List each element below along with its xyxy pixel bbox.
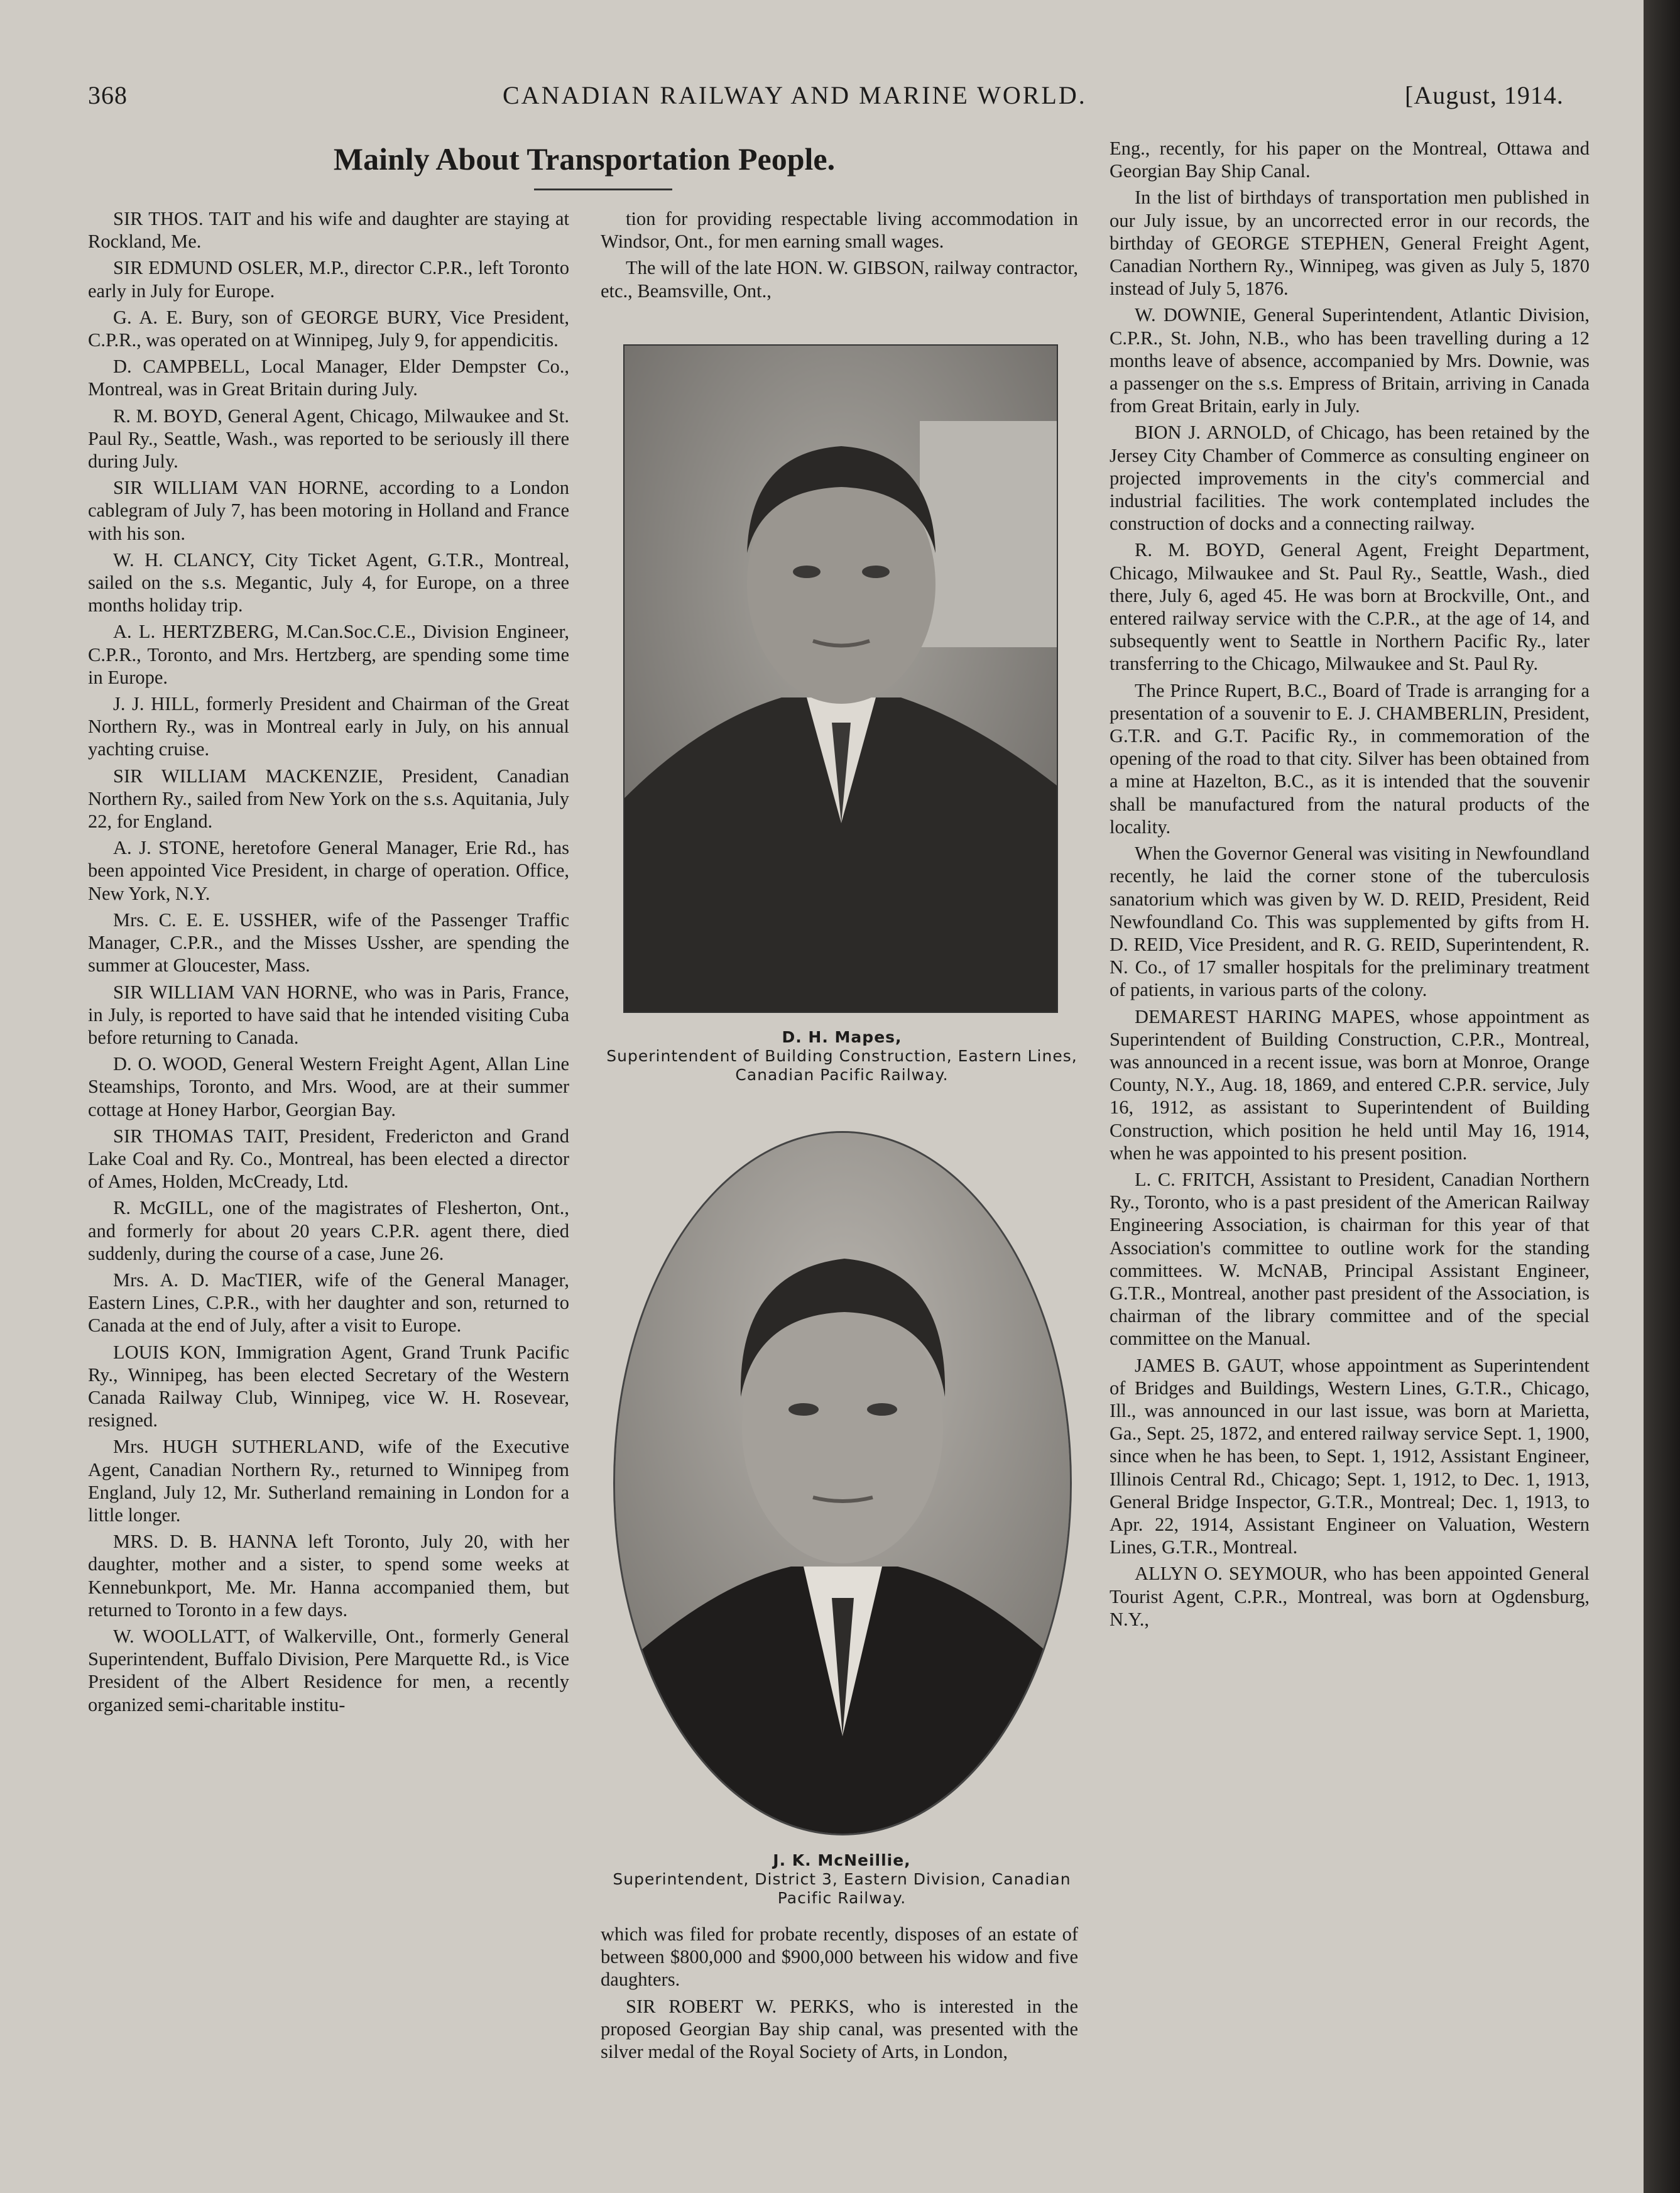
paragraph: Mrs. C. E. E. USSHER, wife of the Passenger Traffic Manager, C.P.R., and the Misses Ussher, are spending the summer at Gloucester, Mass. xyxy=(88,909,569,976)
paragraph: SIR EDMUND OSLER, M.P., director C.P.R., left Toronto early in July for Europe. xyxy=(88,257,569,302)
paragraph: SIR THOMAS TAIT, President, Fredericton and Grand Lake Coal and Ry. Co., Montreal, has been elected a director of Ames, Holden, McCready, Ltd. xyxy=(88,1125,569,1193)
paragraph: In the list of birthdays of transportation men published in our July issue, by an uncorrected error in our records, the birthday of GEORGE STEPHEN, General Freight Agent, Canadian Northern Ry., Winnipeg, was given as July 5, 1870 instead of July 5, 1876. xyxy=(1110,187,1590,300)
title-rule xyxy=(534,189,672,190)
paragraph: L. C. FRITCH, Assistant to President, Canadian Northern Ry., Toronto, who is a past president of the American Railway Engineering Association, is chairman for this year of that Association's committee to outline work for the standing committees. W. McNAB, Principal Assistant Engineer, G.T.R., Montreal, another past president of the Association, is chairman of the library committee and of the special committee on the Manual. xyxy=(1110,1168,1590,1350)
paragraph: SIR WILLIAM VAN HORNE, according to a London cablegram of July 7, has been motoring in Holland and France with his son. xyxy=(88,477,569,544)
paragraph: Mrs. A. D. MacTIER, wife of the General Manager, Eastern Lines, C.P.R., with her daughter and son, returned to Canada at the end of July, after a visit to Europe. xyxy=(88,1269,569,1337)
paragraph: LOUIS KON, Immigration Agent, Grand Trunk Pacific Ry., Winnipeg, has been elected Secretary of the Western Canada Railway Club, Winnipeg, vice W. H. Rosevear, resigned. xyxy=(88,1341,569,1431)
caption-name: D. H. Mapes, xyxy=(782,1028,902,1046)
paragraph: Eng., recently, for his paper on the Montreal, Ottawa and Georgian Bay Ship Canal. xyxy=(1110,138,1590,182)
paragraph: SIR THOS. TAIT and his wife and daughter are staying at Rockland, Me. xyxy=(88,208,569,253)
paragraph: JAMES B. GAUT, whose appointment as Superintendent of Bridges and Buildings, Western Lines, G.T.R., Chicago, Ill., was announced in our last issue, was born at Marietta, Ga., Sept. 25, 1872, and entered railway service Sept. 1, 1900, since when he has been, to Sept. 1, 1912, Assistant Engineer, Illinois Central Rd., Chicago; Sept. 1, 1912, to Dec. 1, 1913, General Bridge Inspector, G.T.R., Montreal; Dec. 1, 1913, to Apr. 22, 1914, Assistant Engineer on Valuation, Western Lines, G.T.R., Montreal. xyxy=(1110,1354,1590,1558)
paragraph: D. CAMPBELL, Local Manager, Elder Dempster Co., Montreal, was in Great Britain during July. xyxy=(88,356,569,400)
page-number: 368 xyxy=(88,81,128,109)
paragraph: SIR WILLIAM VAN HORNE, who was in Paris, France, in July, is reported to have said that he intended visiting Cuba before returning to Canada. xyxy=(88,981,569,1048)
page-header xyxy=(0,80,1644,118)
column-3 xyxy=(1110,137,1590,1634)
paragraph: MRS. D. B. HANNA left Toronto, July 20, with her daughter, mother and a sister, to spend some weeks at Kennebunkport, Me. Mr. Hanna accompanied them, but returned to Toronto in a few days. xyxy=(88,1531,569,1621)
column-1 xyxy=(88,207,569,1720)
paragraph: J. J. HILL, formerly President and Chairman of the Great Northern Ry., was in Montreal early in July, on his annual yachting cruise. xyxy=(88,693,569,760)
paragraph: W. DOWNIE, General Superintendent, Atlantic Division, C.P.R., St. John, N.B., who has been travelling during a 12 months leave of absence, accompanied by Mrs. Downie, was a passenger on the s.s. Empress of Britain, arriving in Canada from Great Britain, early in July. xyxy=(1110,304,1590,417)
page-edge-shadow xyxy=(1644,0,1680,2193)
paragraph: R. M. BOYD, General Agent, Freight Department, Chicago, Milwaukee and St. Paul Ry., Seattle, Wash., died there, July 6, aged 45. He was born at Brockville, Ont., and entered railway service with the C.P.R., at the age of 14, and subsequently went to Seattle in Northern Pacific Ry., later transferring to the Chicago, Milwaukee and St. Paul Ry. xyxy=(1110,539,1590,675)
paragraph: A. J. STONE, heretofore General Manager, Erie Rd., has been appointed Vice President, in charge of operation. Office, New York, N.Y. xyxy=(88,837,569,904)
paragraph: BION J. ARNOLD, of Chicago, has been retained by the Jersey City Chamber of Commerce as consulting engineer on projected improvements in the city's commercial and industrial facilities. The work contemplated includes the construction of docks and a connecting railway. xyxy=(1110,422,1590,535)
paragraph: The will of the late HON. W. GIBSON, railway contractor, etc., Beamsville, Ont., xyxy=(601,257,1078,302)
paragraph: A. L. HERTZBERG, M.Can.Soc.C.E., Division Engineer, C.P.R., Toronto, and Mrs. Hertzberg, are spending some time in Europe. xyxy=(88,621,569,688)
paragraph: R. M. BOYD, General Agent, Chicago, Milwaukee and St. Paul Ry., Seattle, Wash., was reported to be seriously ill there during July. xyxy=(88,405,569,473)
caption-title: Superintendent, District 3, Eastern Division, Canadian Pacific Railway. xyxy=(613,1870,1071,1907)
paragraph: W. H. CLANCY, City Ticket Agent, G.T.R., Montreal, sailed on the s.s. Megantic, July 4, for Europe, on a three months holiday trip. xyxy=(88,549,569,616)
paragraph: When the Governor General was visiting in Newfoundland recently, he laid the corner stone of the tuberculosis sanatorium which was given by W. D. REID, President, Reid Newfoundland Co. This was supplemented by gifts from H. D. REID, Vice President, and R. G. REID, Superintendent, R. N. Co., of 17 smaller hospitals for the preliminary treatment of patients, in various parts of the colony. xyxy=(1110,843,1590,1001)
paragraph: ALLYN O. SEYMOUR, who has been appointed General Tourist Agent, C.P.R., Montreal, was born at Ogdensburg, N.Y., xyxy=(1110,1563,1590,1630)
paragraph: R. McGILL, one of the magistrates of Flesherton, Ont., and formerly for about 20 years C.P.R. agent there, died suddenly, during the course of a case, June 26. xyxy=(88,1197,569,1264)
caption-title: Superintendent of Building Construction, Eastern Lines, Canadian Pacific Railway. xyxy=(606,1047,1077,1084)
paragraph: SIR WILLIAM MACKENZIE, President, Canadian Northern Ry., sailed from New York on the s.s. Aquitania, July 22, for England. xyxy=(88,765,569,833)
caption-name: J. K. McNeillie, xyxy=(773,1851,911,1869)
paragraph: tion for providing respectable living accommodation in Windsor, Ont., for men earning small wages. xyxy=(601,208,1078,253)
photo-caption-mcneillie xyxy=(591,1851,1093,1908)
photo-caption-mapes xyxy=(591,1028,1093,1085)
paragraph: Mrs. HUGH SUTHERLAND, wife of the Executive Agent, Canadian Northern Ry., returned to Winnipeg from England, July 12, Mr. Sutherland remaining in London for a little longer. xyxy=(88,1436,569,1526)
issue-date: [August, 1914. xyxy=(1405,81,1564,109)
paragraph: G. A. E. Bury, son of GEORGE BURY, Vice President, C.P.R., was operated on at Winnipeg, July 9, for appendicitis. xyxy=(88,306,569,351)
paragraph: D. O. WOOD, General Western Freight Agent, Allan Line Steamships, Toronto, and Mrs. Wood, are at their summer cottage at Honey Harbor, Georgian Bay. xyxy=(88,1053,569,1120)
journal-title: CANADIAN RAILWAY AND MARINE WORLD. xyxy=(503,81,1087,109)
paragraph: The Prince Rupert, B.C., Board of Trade is arranging for a presentation of a souvenir to E. J. CHAMBERLIN, President, G.T.R. and G.T. Pacific Ry., in commemoration of the opening of the road to that city. Silver has been obtained from a mine at Hazelton, B.C., as it is intended that the souvenir shall be manufactured from the natural products of the locality. xyxy=(1110,679,1590,838)
column-2-top xyxy=(601,207,1078,306)
paragraph: DEMAREST HARING MAPES, whose appointment as Superintendent of Building Construction, C.P.R., Montreal, was announced in a recent issue, was born at Monroe, Orange County, N.Y., Aug. 18, 1869, and entered C.P.R. service, July 16, 1912, as assistant to Superintendent of Building Construction, which position he held until May 16, 1914, when he was appointed to his present position. xyxy=(1110,1005,1590,1164)
portrait-photo-mapes xyxy=(623,344,1058,1013)
column-2-bottom xyxy=(601,1923,1078,2067)
portrait-photo-mcneillie xyxy=(613,1131,1072,1835)
paragraph: W. WOOLLATT, of Walkerville, Ont., formerly General Superintendent, Buffalo Division, Pere Marquette Rd., is Vice President of the Albert Residence for men, a recently organized semi-charitable institu- xyxy=(88,1625,569,1715)
section-title: Mainly About Transportation People. xyxy=(333,141,836,177)
paragraph: which was filed for probate recently, disposes of an estate of between $800,000 and $900,000 between his widow and five daughters. xyxy=(601,1923,1078,1991)
paragraph: SIR ROBERT W. PERKS, who is interested in the proposed Georgian Bay ship canal, was presented with the silver medal of the Royal Society of Arts, in London, xyxy=(601,1995,1078,2063)
